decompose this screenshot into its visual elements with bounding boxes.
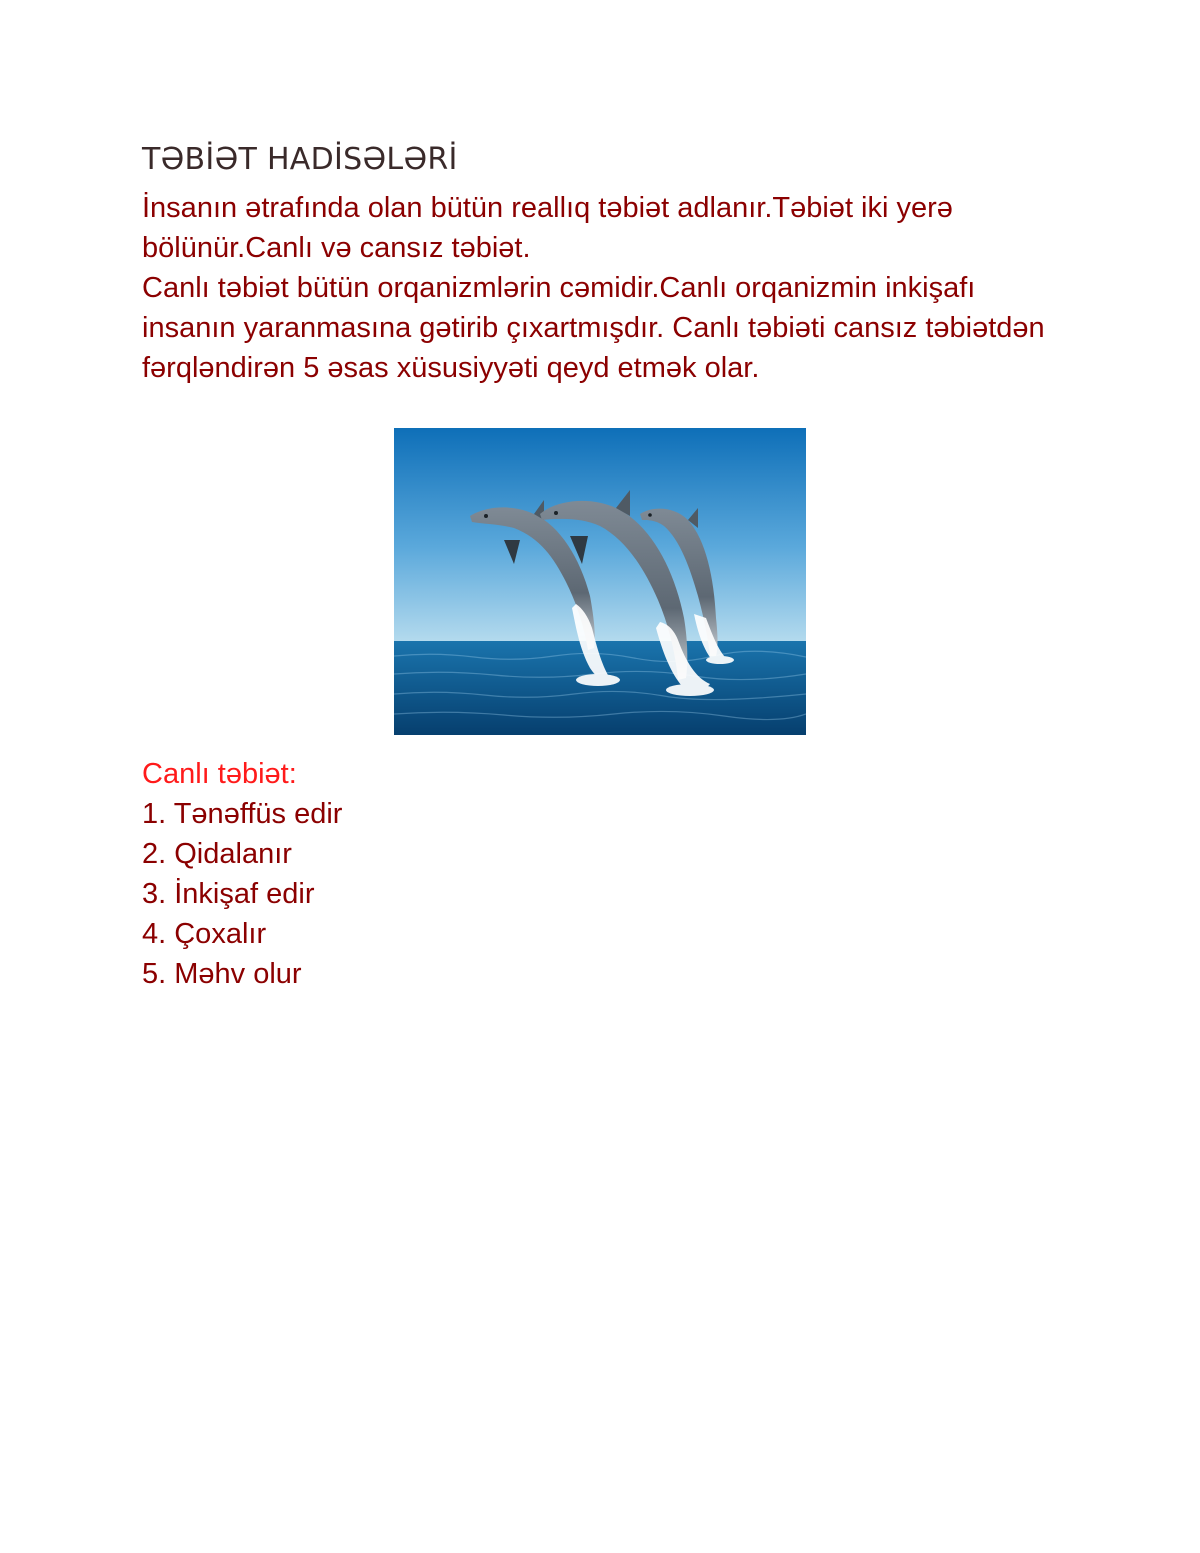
page-title: TƏBİƏT HADİSƏLƏRİ <box>142 142 458 177</box>
living-nature-paragraph: Canlı təbiət bütün orqanizmlərin cəmidir.Canlı orqanizmin inkişafı insanın yaranmasına gətirib çıxartmışdır. Canlı təbiəti cansız təbiətdən fərqləndirən 5 əsas xüsusiyyəti qeyd etmək olar. <box>142 272 1045 384</box>
list-item: 5. Məhv olur <box>142 958 302 990</box>
characteristics-list <box>142 794 342 994</box>
intro-paragraph: İnsanın ətrafında olan bütün reallıq təbiət adlanır.Təbiət iki yerə bölünür.Canlı və cansız təbiət. <box>142 192 953 264</box>
dolphins-illustration <box>394 428 806 735</box>
list-item: 2. Qidalanır <box>142 838 292 870</box>
sky <box>394 428 806 643</box>
list-heading: Canlı təbiət: <box>142 758 297 790</box>
dolphins-photo <box>394 428 806 735</box>
list-item: 4. Çoxalır <box>142 918 267 950</box>
list-item: 1. Tənəffüs edir <box>142 798 343 830</box>
list-item: 3. İnkişaf edir <box>142 878 315 910</box>
